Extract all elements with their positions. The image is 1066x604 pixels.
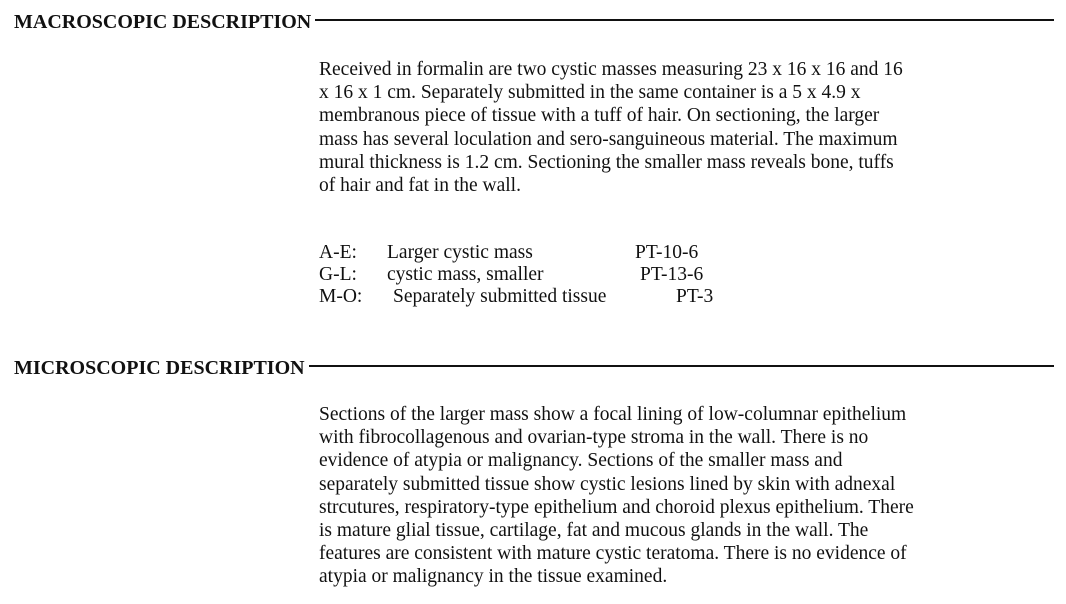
macroscopic-line: membranous piece of tissue with a tuff of hair. On sectioning, the larger — [319, 105, 880, 127]
macroscopic-line: Received in formalin are two cystic masses measuring 23 x 16 x 16 and 16 — [319, 59, 903, 80]
microscopic-description-text — [319, 403, 1031, 589]
macroscopic-line: mass has several loculation and sero-sanguineous material. The maximum — [319, 128, 898, 150]
block-description: cystic mass, smaller — [387, 264, 544, 285]
microscopic-rule — [309, 365, 1054, 367]
microscopic-line: atypia or malignancy in the tissue examined. — [319, 566, 668, 588]
block-description: Larger cystic mass — [387, 242, 533, 263]
macroscopic-line: of hair and fat in the wall. — [319, 175, 521, 197]
block-code: M-O: — [319, 286, 363, 307]
macroscopic-line: mural thickness is 1.2 cm. Sectioning the smaller mass reveals bone, tuffs — [319, 151, 894, 173]
block-row — [319, 242, 739, 264]
block-reference: PT-3 — [676, 286, 714, 307]
microscopic-line: separately submitted tissue show cystic lesions lined by skin with adnexal — [319, 473, 896, 495]
block-list — [319, 242, 739, 308]
block-row — [319, 286, 739, 308]
macroscopic-rule — [315, 19, 1054, 21]
block-row — [319, 264, 739, 286]
microscopic-section-header — [14, 358, 1054, 378]
block-reference: PT-13-6 — [640, 264, 704, 285]
macroscopic-description-text — [319, 58, 1031, 197]
microscopic-title: MICROSCOPIC DESCRIPTION — [14, 357, 305, 379]
block-code: A-E: — [319, 242, 357, 263]
block-reference: PT-10-6 — [635, 242, 699, 263]
block-code: G-L: — [319, 264, 357, 285]
microscopic-line: strcutures, respiratory-type epithelium and choroid plexus epithelium. There — [319, 496, 914, 518]
microscopic-line: features are consistent with mature cystic teratoma. There is no evidence of — [319, 543, 907, 565]
macroscopic-title: MACROSCOPIC DESCRIPTION — [14, 11, 312, 33]
microscopic-line: is mature glial tissue, cartilage, fat and mucous glands in the wall. The — [319, 520, 869, 542]
microscopic-line: Sections of the larger mass show a focal lining of low-columnar epithelium — [319, 404, 907, 425]
block-description: Separately submitted tissue — [393, 286, 607, 307]
microscopic-line: evidence of atypia or malignancy. Sections of the smaller mass and — [319, 450, 843, 472]
microscopic-line: with fibrocollagenous and ovarian-type stroma in the wall. There is no — [319, 427, 869, 449]
macroscopic-line: x 16 x 1 cm. Separately submitted in the same container is a 5 x 4.9 x — [319, 82, 861, 104]
macroscopic-section-header — [14, 12, 1054, 32]
